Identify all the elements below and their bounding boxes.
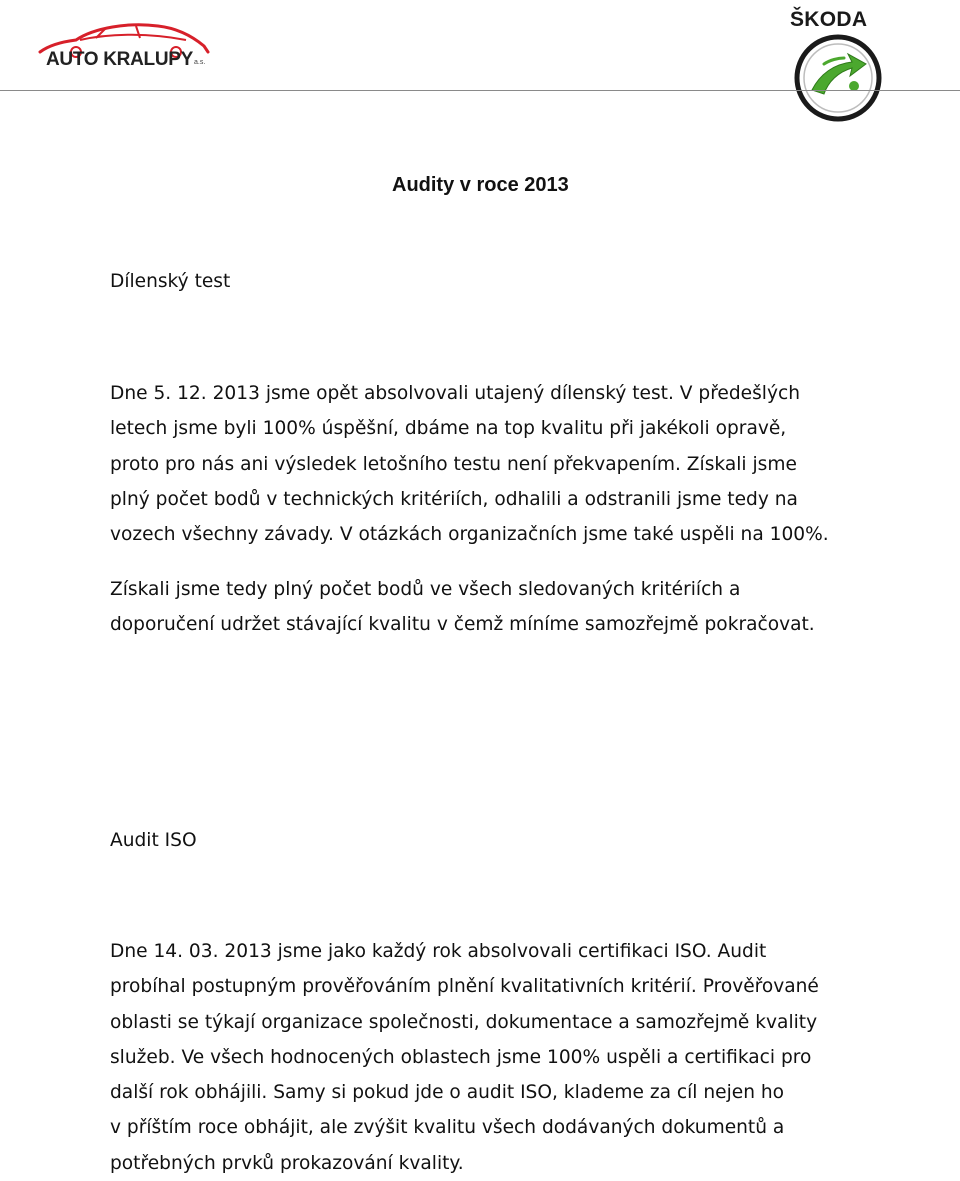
text-line: probíhal postupným prověřováním plnění kvalitativních kritérií. Prověřované [110, 976, 819, 998]
skoda-arrow-emblem-icon [794, 34, 882, 122]
paragraph-audit-iso [110, 934, 870, 1181]
text-line: plný počet bodů v technických kritériích, odhalili a odstranili jsme tedy na [110, 488, 798, 510]
skoda-logo [786, 4, 890, 124]
text-line: Dne 14. 03. 2013 jsme jako každý rok absolvovali certifikaci ISO. Audit [110, 941, 767, 962]
text-line: Dne 5. 12. 2013 jsme opět absolvovali utajený dílenský test. V předešlých [110, 383, 800, 404]
section-heading-audit-iso: Audit ISO [110, 830, 197, 851]
page-header [0, 0, 960, 92]
document-title: Audity v roce 2013 [392, 174, 569, 196]
logo-wordmark: AUTO KRALUPY [46, 49, 193, 70]
text-line: letech jsme byli 100% úspěšní, dbáme na top kvalitu při jakékoli opravě, [110, 418, 787, 440]
paragraph-dilensky-test-1 [110, 376, 870, 552]
text-line: proto pro nás ani výsledek letošního testu není překvapením. Získali jsme [110, 453, 797, 475]
header-divider [0, 90, 960, 91]
text-line: služeb. Ve všech hodnocených oblastech jsme 100% uspěli a certifikaci pro [110, 1046, 812, 1068]
text-line: v příštím roce obhájit, ale zvýšit kvalitu všech dodávaných dokumentů a [110, 1117, 785, 1139]
section-heading-dilensky-test: Dílenský test [110, 271, 231, 292]
skoda-wordmark: ŠKODA [790, 8, 868, 31]
text-line: potřebných prvků prokazování kvality. [110, 1152, 464, 1174]
auto-kralupy-logo [36, 18, 216, 74]
text-line: doporučení udržet stávající kvalitu v čemž míníme samozřejmě pokračovat. [110, 614, 815, 636]
text-line: Získali jsme tedy plný počet bodů ve všech sledovaných kritériích a [110, 579, 741, 600]
paragraph-dilensky-test-2 [110, 572, 870, 643]
text-line: oblasti se týkají organizace společnosti, dokumentace a samozřejmě kvality [110, 1011, 818, 1033]
text-line: další rok obhájili. Samy si pokud jde o audit ISO, klademe za cíl nejen ho [110, 1082, 785, 1104]
logo-suffix: a.s. [194, 59, 206, 66]
text-line: vozech všechny závady. V otázkách organizačních jsme také uspěli na 100%. [110, 524, 829, 546]
